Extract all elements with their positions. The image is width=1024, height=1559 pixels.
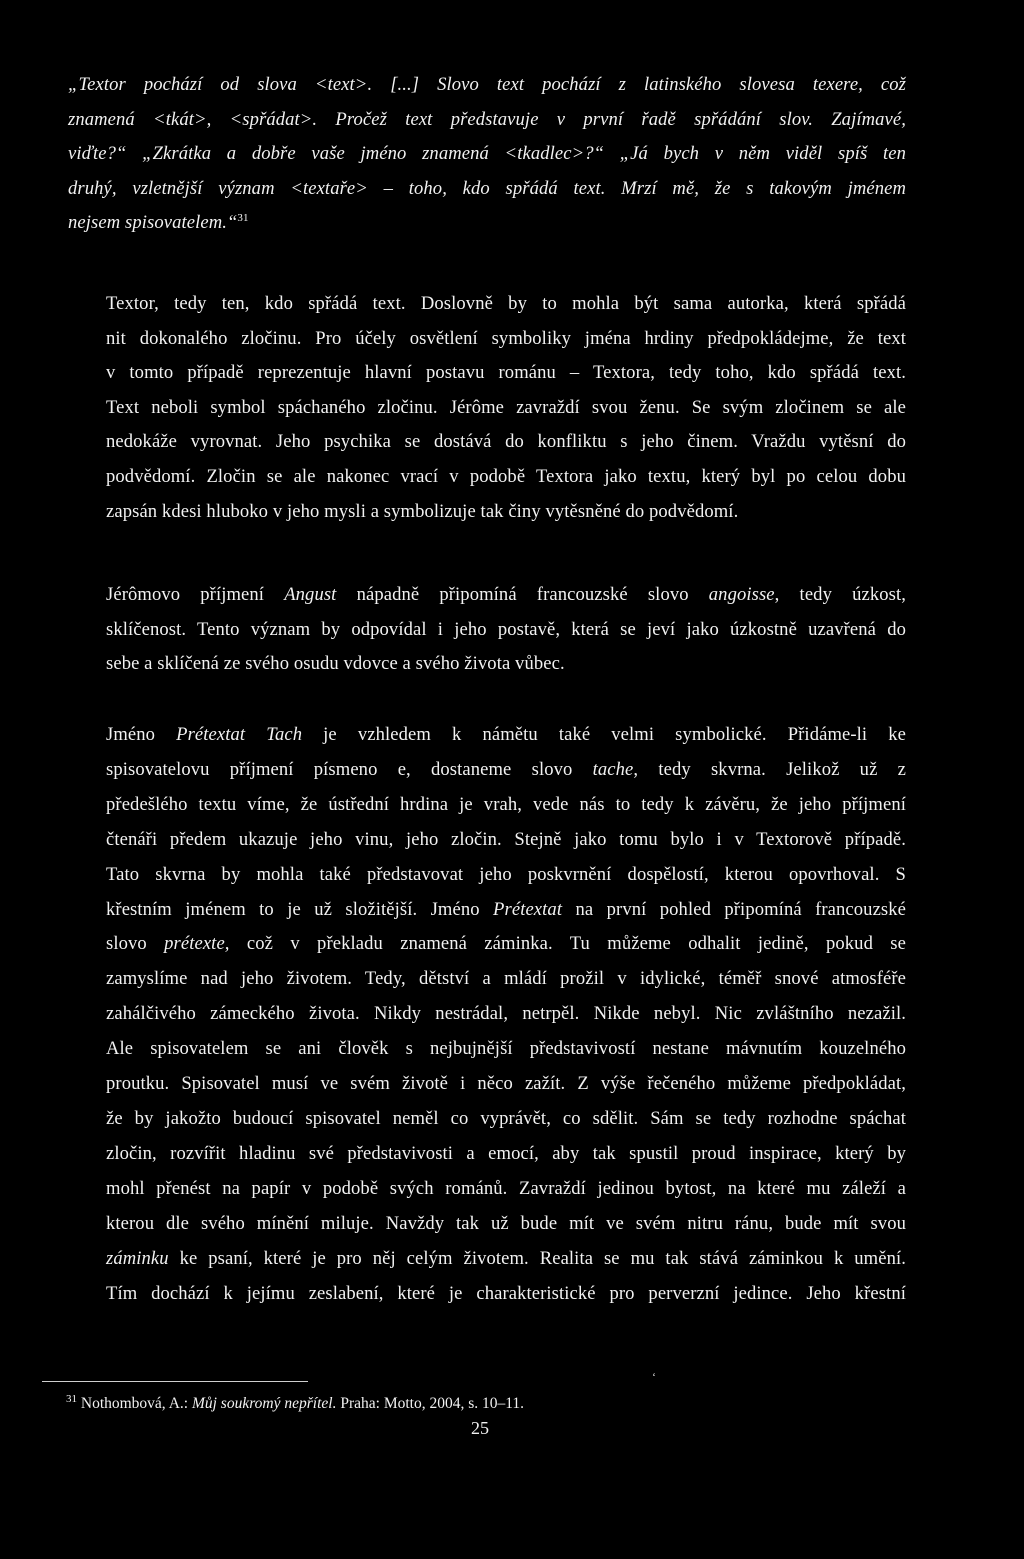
paragraph-line: že by jakožto budoucí spisovatel neměl co vyprávět, co sdělit. Sám se tedy rozhodne spáchat	[106, 1107, 906, 1129]
text-run: je vzhledem k námětu také velmi symbolické. Přidáme-li ke	[302, 724, 906, 745]
paragraph-line: nit dokonalého zločinu. Pro účely osvětlení symboliky jména hrdiny předpokládejme, že text	[106, 327, 906, 349]
italic-term: prétexte,	[164, 933, 230, 955]
footnote-reference: 31	[237, 212, 249, 225]
footnote-title: Můj soukromý nepřítel.	[191, 1395, 337, 1412]
paragraph-line: Tím dochází k jejímu zeslabení, které je charakteristické pro perverzní jedince. Jeho křestní	[106, 1282, 906, 1304]
paragraph-1	[68, 287, 906, 529]
paragraph-line: sebe a sklíčená ze svého osudu vdovce a svého života vůbec.	[106, 653, 565, 675]
text-run: , tedy úzkost,	[774, 584, 906, 605]
quote-text: nejsem spisovatelem.“	[68, 212, 238, 234]
paragraph-line: zapsán kdesi hluboko v jeho mysli a symbolizuje tak činy vytěsněné do podvědomí.	[106, 500, 739, 522]
italic-term: Prétextat Tach	[176, 724, 303, 745]
italic-term: Prétextat	[493, 898, 563, 920]
text-run: Jméno	[106, 724, 177, 745]
paragraph-line: Tato skvrna by mohla také představovat jeho poskvrnění dospělostí, kterou opovrhoval. S	[106, 863, 906, 885]
quote-line: viďte?“ „Zkrátka a dobře vaše jméno znamená <tkadlec>?“ „Já bych v něm viděl spíš ten	[68, 143, 906, 165]
footnote	[66, 1394, 524, 1414]
block-quote	[68, 68, 906, 241]
quote-line: druhý, vzletnější význam <textaře> – toho, kdo spřádá text. Mrzí mě, že s takovým jménem	[68, 177, 906, 199]
quote-line: znamená <tkát>, <spřádat>. Pročež text představuje v první řadě spřádání slov. Zajímavé,	[68, 108, 906, 130]
text-run: což v překladu znamená záminka. Tu můžeme odhalit jedině, pokud se	[229, 933, 906, 955]
text-run: slovo	[106, 933, 165, 955]
text-run: spisovatelovu příjmení písmeno e, dostaneme slovo	[106, 758, 593, 780]
text-run: křestním jménem to je už složitější. Jméno	[106, 898, 494, 920]
paragraph-line	[68, 927, 906, 962]
paragraph-2	[68, 578, 906, 682]
paragraph-line: zločin, rozvířit hladinu své představivosti a emocí, aby tak spustil proud inspirace, který by	[106, 1142, 906, 1164]
italic-term: tache	[592, 758, 634, 780]
paragraph-line: podvědomí. Zločin se ale nakonec vrací v podobě Textora jako textu, který byl po celou dobu	[106, 465, 906, 487]
footnote-source: Praha: Motto, 2004, s. 10–11.	[336, 1395, 525, 1412]
paragraph-line: proutku. Spisovatel musí ve svém životě i něco zažít. Z výše řečeného můžeme předpokládat,	[106, 1073, 906, 1095]
page-number: 25	[471, 1418, 489, 1438]
text-run: na první pohled připomíná francouzské	[562, 898, 907, 920]
paragraph-line: Textor, tedy ten, kdo spřádá text. Doslovně by to mohla být sama autorka, která spřádá	[106, 293, 906, 314]
italic-term: angoisse	[708, 584, 775, 605]
paragraph-line: předešlého textu víme, že ústřední hrdina je vrah, vede nás to tedy k závěru, že jeho příjmení	[106, 793, 906, 815]
paragraph-line: Ale spisovatelem se ani člověk s nejbujnější představivostí nestane mávnutím kouzelného	[106, 1038, 906, 1060]
paragraph-line: nedokáže vyrovnat. Jeho psychika se dostává do konfliktu s jeho činem. Vraždu vytěsní do	[106, 431, 906, 453]
paragraph-line: Text neboli symbol spáchaného zločinu. Jérôme zavraždí svou ženu. Se svým zločinem se ale	[106, 396, 906, 418]
paragraph-line	[68, 1242, 906, 1277]
paragraph-line: čtenáři předem ukazuje jeho vinu, jeho zločin. Stejně jako tomu bylo i v Textorově případě.	[106, 828, 906, 850]
paragraph-line: v tomto případě reprezentuje hlavní postavu románu – Textora, tedy toho, kdo spřádá text.	[106, 362, 906, 384]
paragraph-line	[68, 578, 906, 613]
quote-line: „Textor pochází od slova <text>. [...] Slovo text pochází z latinského slovesa texere, což	[68, 74, 906, 95]
paragraph-line	[68, 718, 906, 753]
paragraph-line: kterou dle svého mínění miluje. Navždy tak už bude mít ve svém nitru ránu, bude mít svou	[106, 1212, 906, 1234]
quote-line-last	[68, 206, 906, 241]
stray-mark: ‘	[652, 1370, 656, 1384]
italic-term: záminku	[106, 1247, 169, 1269]
text-run: nápadně připomíná francouzské slovo	[336, 584, 709, 605]
paragraph-line: sklíčenost. Tento význam by odpovídal i jeho postavě, která se jeví jako úzkostně uzavřená do	[106, 618, 906, 640]
text-run: ke psaní, které je pro něj celým životem. Realita se mu tak stává záminkou k umění.	[168, 1247, 906, 1269]
footnote-marker: 31	[66, 1392, 77, 1405]
paragraph-line: mohl přenést na papír v podobě svých románů. Zavraždí jedinou bytost, na které mu záleží a	[106, 1177, 906, 1199]
paragraph-line: zamyslíme nad jeho životem. Tedy, dětství a mládí prožil v idylické, téměř snové atmosféře	[106, 968, 906, 990]
paragraph-line	[68, 753, 906, 788]
text-run: Jérômovo příjmení	[106, 584, 285, 605]
paragraph-line	[68, 893, 906, 928]
footnote-separator	[42, 1381, 308, 1382]
footnote-author: Nothombová, A.:	[77, 1395, 192, 1412]
paragraph-3	[68, 718, 906, 1311]
italic-term: Angust	[284, 584, 337, 605]
paragraph-line: zahálčivého zámeckého života. Nikdy nestrádal, netrpěl. Nikde nebyl. Nic zvláštního nezažil.	[106, 1003, 906, 1025]
text-run: , tedy skvrna. Jelikož už z	[633, 758, 906, 780]
